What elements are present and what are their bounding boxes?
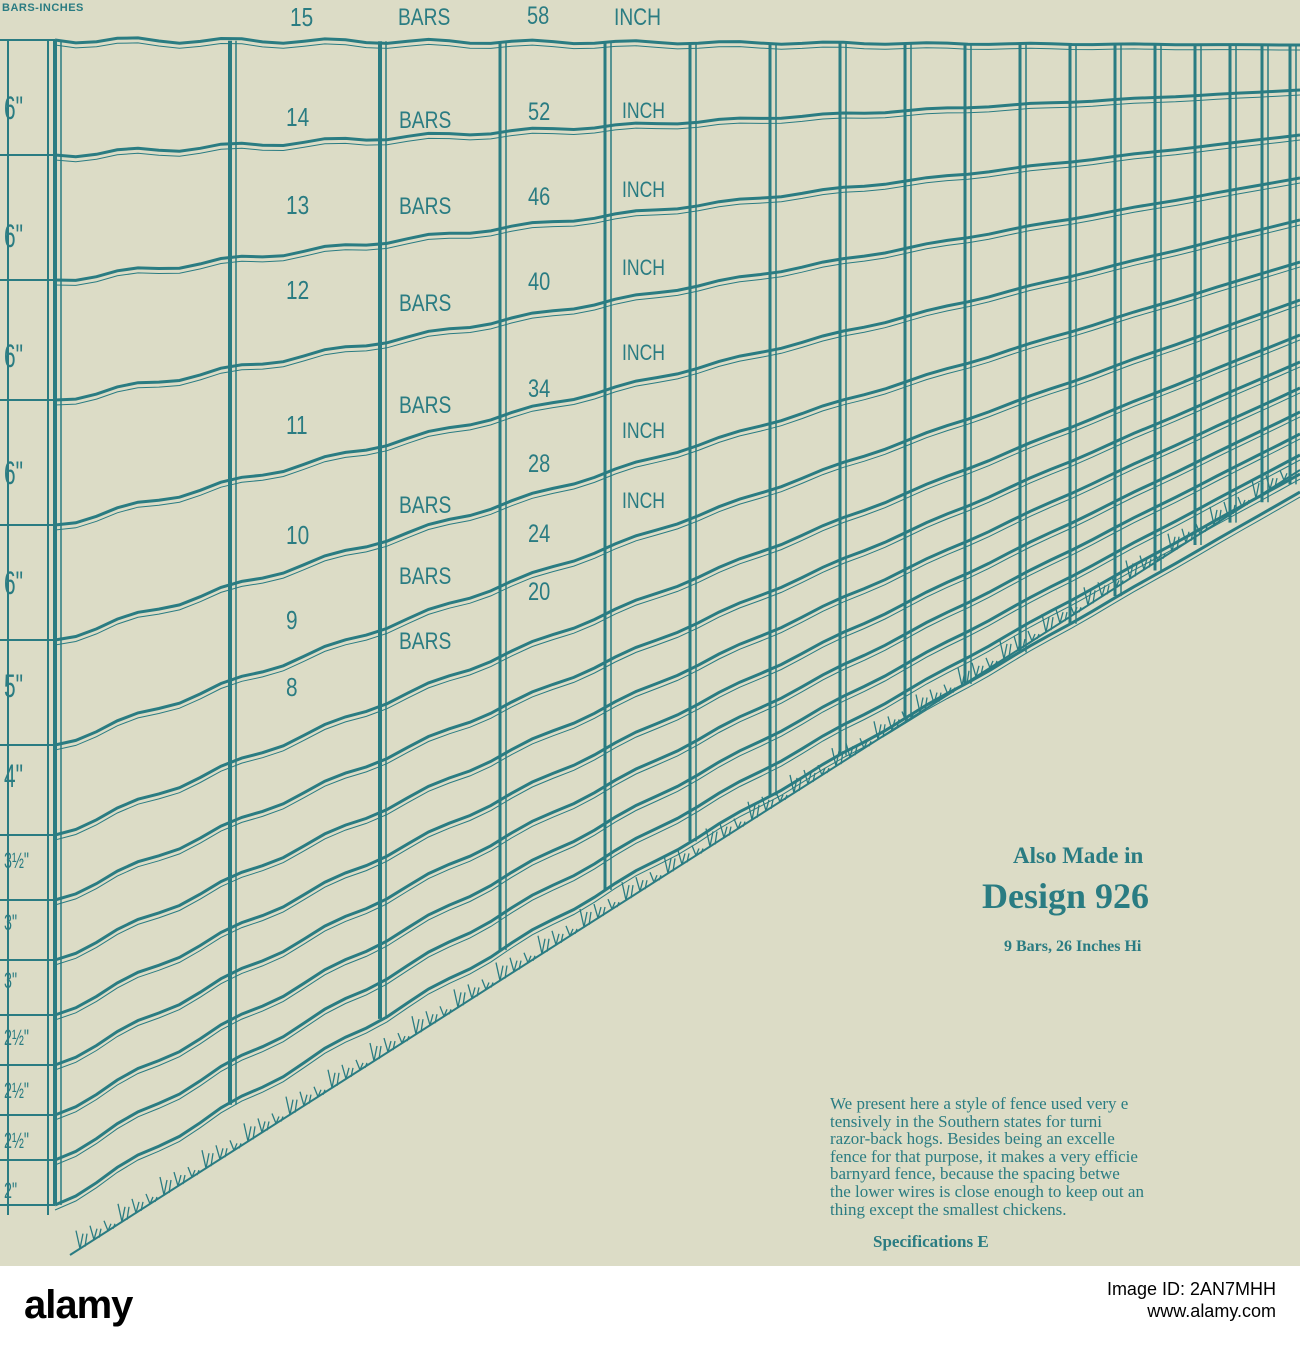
fence-line-wire-shadow [55,225,1300,530]
height-inches-46: 46 [528,183,551,211]
height-bars-8: 8 [286,672,298,702]
fence-line-wire [55,412,1300,1015]
height-inch-word-34: INCH [622,340,666,365]
height-bar-word-8: BARS [399,628,452,655]
spacing-label: 3" [4,910,18,935]
paragraph-line: barnyard fence, because the spacing betwe [830,1164,1120,1184]
height-inches-34: 34 [528,375,551,403]
height-bars-9: 9 [286,605,298,635]
spacing-label: 6" [4,338,23,374]
watermark-logo: alamy [24,1283,133,1327]
paragraph-line: fence for that purpose, it makes a very efficie [830,1146,1138,1166]
grass-tuft [202,1150,213,1168]
height-inches-24: 24 [528,520,551,548]
height-bar-word-12: BARS [399,290,452,317]
grass-tuft [664,855,675,873]
fence-line-wire-shadow [55,417,1300,1020]
spacing-label: 2" [4,1178,18,1203]
height-inches-28: 28 [528,450,551,478]
top-bars-count: 15 [290,2,314,32]
height-bar-word-11: BARS [399,392,452,419]
fence-line-wire [55,335,1300,835]
paragraph-line: razor-back hogs. Besides being an excelle [830,1129,1115,1149]
watermark-image-id: Image ID: 2AN7MHH [1106,1279,1276,1299]
paragraph-line: thing except the smallest chickens. [830,1199,1067,1219]
fence-line-wire-shadow [55,439,1300,1070]
height-inches-20: 20 [528,578,551,606]
fence-line-wire [55,300,1300,745]
height-inches-52: 52 [528,98,551,126]
spacing-label: 6" [4,218,23,254]
fence-line-wire [55,135,1300,280]
fence-line-wire [55,455,1300,1115]
top-inch-word: INCH [614,4,661,31]
grass-tuft [496,963,507,981]
grass-tuft [286,1097,297,1115]
height-bars-12: 12 [286,275,310,305]
height-inch-word-28: INCH [622,418,666,443]
height-inch-word-40: INCH [622,255,666,280]
spacing-label: 4" [4,758,23,794]
height-bars-13: 13 [286,190,310,220]
height-bar-word-14: BARS [399,107,452,134]
height-bars-10: 10 [286,520,310,550]
paragraph-line: the lower wires is close enough to keep out an [830,1181,1144,1201]
corner-label: BARS-INCHES [2,2,84,14]
fence-line-wire-shadow [55,367,1300,905]
height-bar-word-10: BARS [399,492,452,519]
grass-tuft [370,1043,381,1061]
fence-line-wire-shadow [55,95,1300,162]
grass-tuft [160,1177,171,1195]
spacing-label: 2½" [4,1078,29,1103]
top-inches-value: 58 [527,2,550,30]
spacing-label: 6" [4,455,23,491]
grass-tuft [538,936,549,954]
spacing-label: 3½" [4,848,29,873]
grass-tuft [1042,614,1053,632]
paragraph-line: We present here a style of fence used very e [830,1094,1129,1113]
grass-tuft [580,909,591,927]
description-paragraph [830,1095,1300,1218]
grass-tuft [244,1123,255,1141]
spacing-label: 2½" [4,1025,29,1050]
grass-tuft [328,1070,339,1088]
spacing-label: 6" [4,90,23,126]
spacing-label: 3" [4,968,18,993]
top-bars-word: BARS [398,4,451,31]
height-bar-word-9: BARS [399,563,452,590]
spacing-label: 5" [4,668,23,704]
grass-tuft [118,1204,129,1222]
watermark-info [1107,1278,1276,1322]
height-bars-11: 11 [286,410,308,440]
design-title: Design 926 [982,876,1150,916]
design-subtitle: 9 Bars, 26 Inches Hi [1004,938,1142,955]
paragraph-line: tensively in the Southern states for turni [830,1111,1102,1131]
grass-tuft [454,989,465,1007]
spacing-label: 6" [4,565,23,601]
height-bar-word-13: BARS [399,193,452,220]
watermark-bar [0,1266,1300,1353]
fence-line-wire [55,90,1300,157]
grass-tuft [76,1231,87,1249]
fence-line-wire-shadow [55,460,1300,1120]
watermark-site: www.alamy.com [1147,1301,1276,1321]
also-made-in: Also Made in [1013,843,1144,868]
height-inch-word-46: INCH [622,177,666,202]
specifications-heading: Specifications E [873,1232,989,1251]
height-inches-40: 40 [528,268,551,296]
fence-line-wire [55,262,1300,640]
height-inch-word-52: INCH [622,98,666,123]
grass-tuft [622,882,633,900]
height-inch-word-24: INCH [622,488,666,513]
grass-tuft [412,1016,423,1034]
spacing-label: 2½" [4,1128,29,1153]
height-bars-14: 14 [286,102,310,132]
